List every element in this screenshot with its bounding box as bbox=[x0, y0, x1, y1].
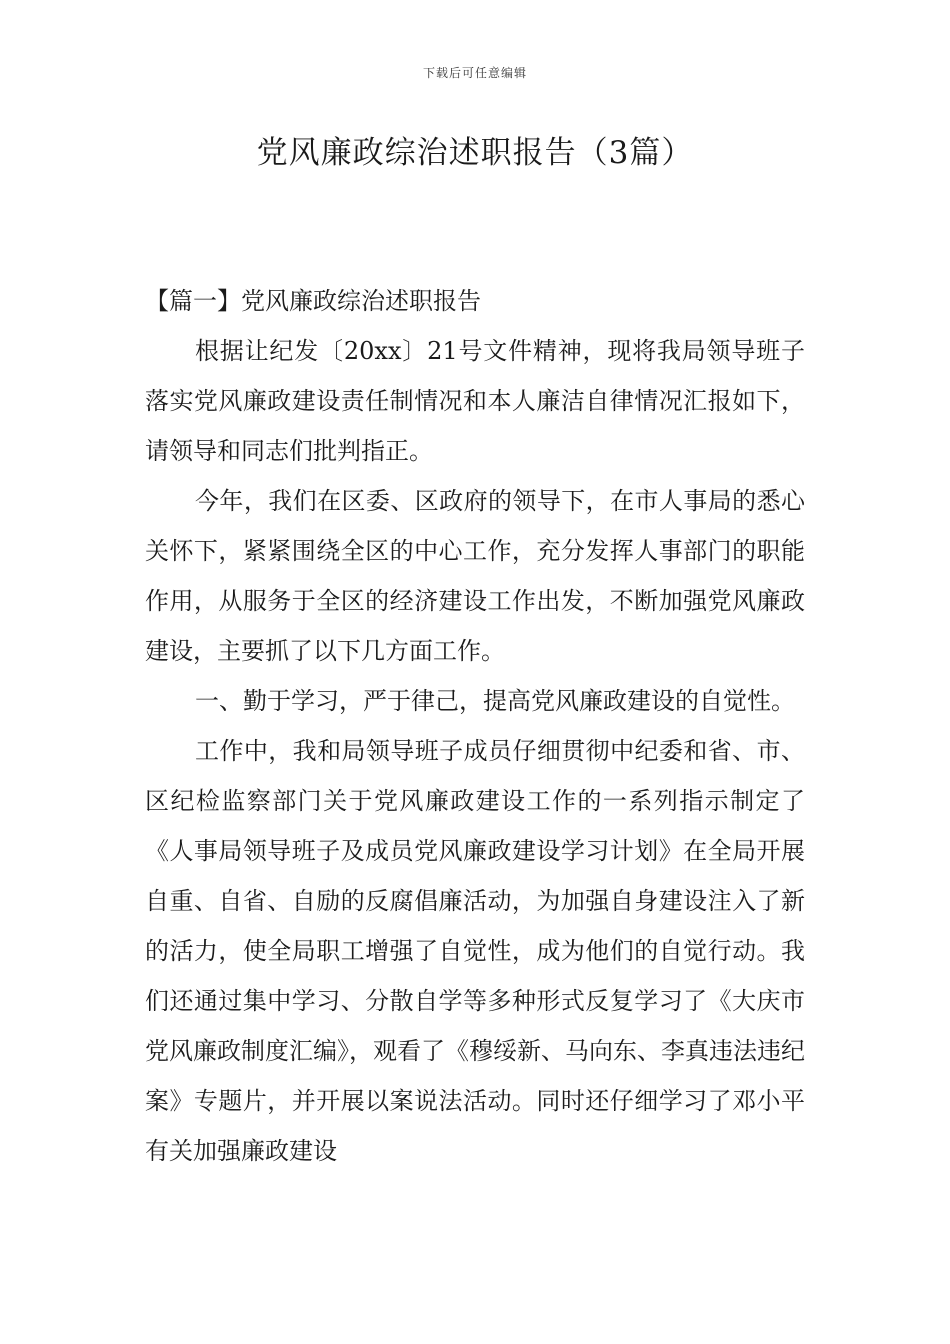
document-body bbox=[145, 276, 805, 1176]
paragraph: 根据让纪发〔20xx〕21号文件精神，现将我局领导班子落实党风廉政建设责任制情况和本人廉洁自律情况汇报如下，请领导和同志们批判指正。 bbox=[145, 337, 805, 465]
section-heading: 【篇一】党风廉政综治述职报告 bbox=[145, 287, 481, 315]
header-note: 下载后可任意编辑 bbox=[422, 66, 527, 80]
paragraph: 工作中，我和局领导班子成员仔细贯彻中纪委和省、市、区纪检监察部门关于党风廉政建设工作的一系列指示制定了《人事局领导班子及成员党风廉政建设学习计划》在全局开展自重、自省、自励的反腐倡廉活动，为加强自身建设注入了新的活力，使全局职工增强了自觉性，成为他们的自觉行动。我们还通过集中学习、分散自学等多种形式反复学习了《大庆市党风廉政制度汇编》，观看了《穆绥新、马向东、李真违法违纪案》专题片，并开展以案说法活动。同时还仔细学习了邓小平有关加强廉政建设 bbox=[145, 737, 805, 1165]
paragraph: 今年，我们在区委、区政府的领导下，在市人事局的悉心关怀下，紧紧围绕全区的中心工作，充分发挥人事部门的职能作用，从服务于全区的经济建设工作出发，不断加强党风廉政建设，主要抓了以下几方面工作。 bbox=[145, 487, 805, 665]
document-title: 党风廉政综治述职报告（3篇） bbox=[256, 135, 694, 171]
paragraph: 一、勤于学习，严于律己，提高党风廉政建设的自觉性。 bbox=[195, 687, 795, 715]
